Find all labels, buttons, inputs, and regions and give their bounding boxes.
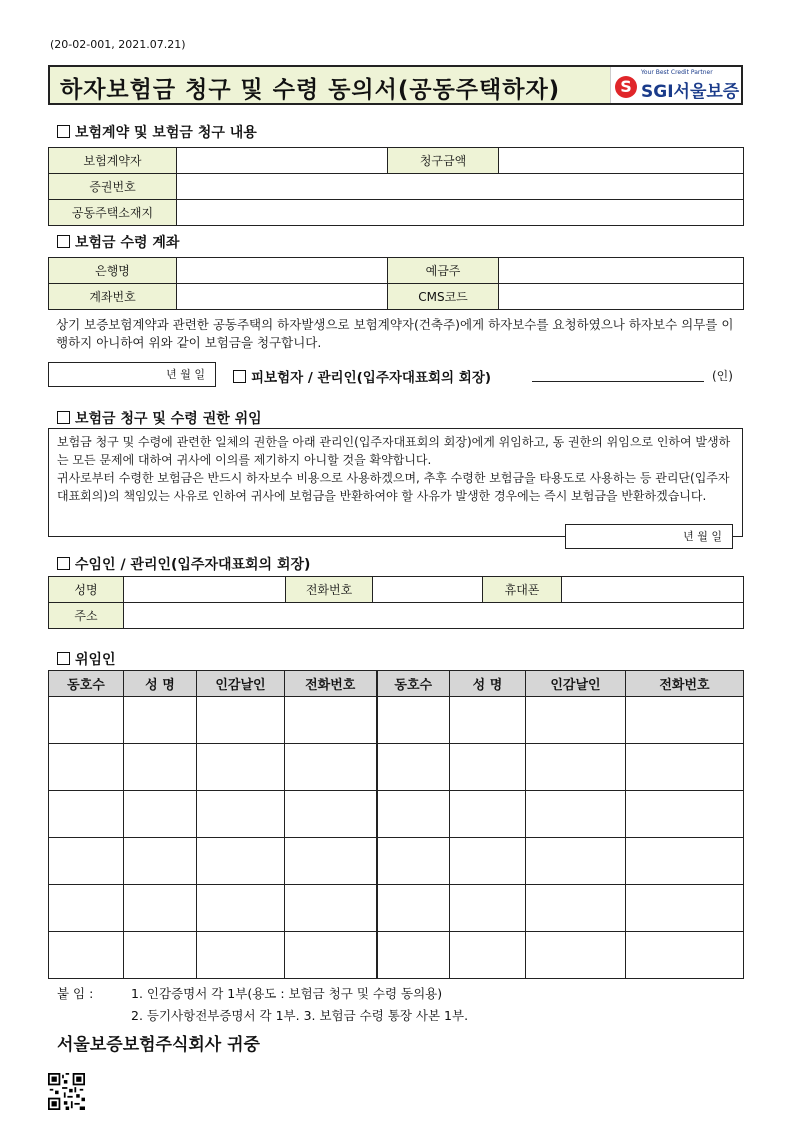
contractor-field[interactable] <box>177 148 388 174</box>
delegator-cell[interactable] <box>49 838 124 885</box>
checkbox-icon <box>57 411 70 424</box>
delegator-cell[interactable] <box>626 932 744 979</box>
holder-label: 예금주 <box>388 258 499 284</box>
holder-field[interactable] <box>499 258 744 284</box>
logo-name: SGI서울보증 <box>641 82 740 102</box>
delegation-date-field[interactable]: 년 월 일 <box>565 524 733 549</box>
checkbox-icon <box>233 370 246 383</box>
delegator-cell[interactable] <box>377 838 450 885</box>
delegator-cell[interactable] <box>377 885 450 932</box>
table-row <box>49 885 744 932</box>
delegate-phone-label: 전화번호 <box>286 577 373 603</box>
delegator-cell[interactable] <box>450 885 526 932</box>
delegator-cell[interactable] <box>49 744 124 791</box>
delegator-cell[interactable] <box>626 791 744 838</box>
col-seal: 인감날인 <box>197 671 285 697</box>
sgi-mark-icon: S <box>615 76 637 98</box>
account-no-label: 계좌번호 <box>49 284 177 310</box>
delegator-cell[interactable] <box>526 791 626 838</box>
delegator-cell[interactable] <box>124 697 197 744</box>
contractor-label: 보험계약자 <box>49 148 177 174</box>
address-label: 공동주택소재지 <box>49 200 177 226</box>
signer-label: 피보험자 / 관리인(입주자대표회의 회장) <box>233 366 491 386</box>
delegator-cell[interactable] <box>285 932 377 979</box>
delegator-cell[interactable] <box>49 791 124 838</box>
delegation-text-1: 보험금 청구 및 수령에 관련한 일체의 권한을 아래 관리인(입주자대표회의 회장)에게 위임하고, 동 권한의 위임으로 인하여 발생하는 모든 문제에 대하여 귀사에 이의를 제기하지 아니할 것을 확약합니다. <box>57 435 731 467</box>
delegator-cell[interactable] <box>377 791 450 838</box>
col-phone: 전화번호 <box>626 671 744 697</box>
addressee: 서울보증보험주식회사 귀중 <box>57 1035 260 1055</box>
policy-no-field[interactable] <box>177 174 744 200</box>
col-phone: 전화번호 <box>285 671 377 697</box>
attachment-2: 2. 등기사항전부증명서 각 1부. 3. 보험금 수령 통장 사본 1부. <box>131 1008 469 1023</box>
col-name: 성 명 <box>450 671 526 697</box>
delegator-cell[interactable] <box>124 932 197 979</box>
delegator-cell[interactable] <box>197 744 285 791</box>
delegator-cell[interactable] <box>285 697 377 744</box>
bank-field[interactable] <box>177 258 388 284</box>
signature-line[interactable] <box>532 380 704 382</box>
delegator-cell[interactable] <box>626 744 744 791</box>
date-field[interactable]: 년 월 일 <box>48 362 216 387</box>
col-unit: 동호수 <box>49 671 124 697</box>
claim-table <box>48 147 744 226</box>
delegator-cell[interactable] <box>197 791 285 838</box>
checkbox-icon <box>57 557 70 570</box>
delegator-cell[interactable] <box>626 697 744 744</box>
seal-mark: (인) <box>712 369 733 383</box>
delegate-table <box>48 576 744 629</box>
attachments-label: 붙 임 : <box>57 986 94 1001</box>
delegator-cell[interactable] <box>450 838 526 885</box>
table-row <box>49 932 744 979</box>
policy-no-label: 증권번호 <box>49 174 177 200</box>
delegate-phone-field[interactable] <box>373 577 483 603</box>
claim-amount-field[interactable] <box>499 148 744 174</box>
delegator-cell[interactable] <box>49 697 124 744</box>
checkbox-icon <box>57 235 70 248</box>
delegator-cell[interactable] <box>197 932 285 979</box>
sgi-logo <box>610 67 741 103</box>
delegator-cell[interactable] <box>377 744 450 791</box>
delegator-cell[interactable] <box>285 744 377 791</box>
delegator-cell[interactable] <box>526 744 626 791</box>
table-row <box>49 791 744 838</box>
delegator-cell[interactable] <box>124 744 197 791</box>
claim-amount-label: 청구금액 <box>388 148 499 174</box>
section-account-heading: 보험금 수령 계좌 <box>57 232 179 252</box>
title-bar <box>48 65 743 105</box>
delegator-cell[interactable] <box>49 932 124 979</box>
checkbox-icon <box>57 652 70 665</box>
delegator-cell[interactable] <box>285 885 377 932</box>
checkbox-icon <box>57 125 70 138</box>
claim-statement: 상기 보증보험계약과 관련한 공동주택의 하자발생으로 보험계약자(건축주)에게 하자보수를 요청하였으나 하자보수 의무를 이행하지 아니하여 위와 같이 보험금을 청구합니다. <box>56 317 734 350</box>
delegation-text-2: 귀사로부터 수령한 보험금은 반드시 하자보수 비용으로 사용하겠으며, 추후 수령한 보험금을 타용도로 사용하는 등 관리단(입주자대표회의)의 책임있는 사유로 인하여 귀사에 보험금을 반환하여야 할 사유가 발생한 경우에는 즉시 보험금을 반환하겠습니다. <box>57 471 730 503</box>
cms-label: CMS코드 <box>388 284 499 310</box>
delegation-box <box>48 428 743 537</box>
delegators-table <box>48 670 744 979</box>
section-delegate-heading: 수임인 / 관리인(입주자대표회의 회장) <box>57 554 310 574</box>
delegator-cell[interactable] <box>450 697 526 744</box>
delegator-cell[interactable] <box>285 838 377 885</box>
delegate-address-label: 주소 <box>49 603 124 629</box>
qr-code-icon <box>48 1073 85 1110</box>
table-row <box>49 838 744 885</box>
delegator-cell[interactable] <box>450 932 526 979</box>
delegate-address-field[interactable] <box>124 603 744 629</box>
section-delegation-heading: 보험금 청구 및 수령 권한 위임 <box>57 408 262 428</box>
col-name: 성 명 <box>124 671 197 697</box>
delegate-name-field[interactable] <box>124 577 286 603</box>
table-row <box>49 744 744 791</box>
delegator-cell[interactable] <box>285 791 377 838</box>
delegator-cell[interactable] <box>526 885 626 932</box>
table-row <box>49 697 744 744</box>
page-title: 하자보험금 청구 및 수령 동의서(공동주택하자) <box>60 77 561 103</box>
address-field[interactable] <box>177 200 744 226</box>
account-no-field[interactable] <box>177 284 388 310</box>
delegator-cell[interactable] <box>626 885 744 932</box>
delegator-cell[interactable] <box>626 838 744 885</box>
document-code: (20-02-001, 2021.07.21) <box>50 38 186 51</box>
delegator-cell[interactable] <box>450 791 526 838</box>
delegator-cell[interactable] <box>526 932 626 979</box>
delegate-mobile-label: 휴대폰 <box>483 577 562 603</box>
delegator-cell[interactable] <box>124 838 197 885</box>
delegator-cell[interactable] <box>450 744 526 791</box>
delegate-name-label: 성명 <box>49 577 124 603</box>
delegator-cell[interactable] <box>124 791 197 838</box>
delegator-cell[interactable] <box>197 885 285 932</box>
account-table <box>48 257 744 310</box>
col-unit: 동호수 <box>377 671 450 697</box>
delegator-cell[interactable] <box>197 697 285 744</box>
delegator-cell[interactable] <box>49 885 124 932</box>
section-delegators-heading: 위임인 <box>57 649 116 669</box>
section-claim-heading: 보험계약 및 보험금 청구 내용 <box>57 122 257 142</box>
bank-label: 은행명 <box>49 258 177 284</box>
cms-field[interactable] <box>499 284 744 310</box>
delegate-mobile-field[interactable] <box>562 577 744 603</box>
attachment-1: 1. 인감증명서 각 1부(용도 : 보험금 청구 및 수령 동의용) <box>131 986 443 1001</box>
col-seal: 인감날인 <box>526 671 626 697</box>
delegator-cell[interactable] <box>526 838 626 885</box>
delegator-cell[interactable] <box>124 885 197 932</box>
delegator-cell[interactable] <box>377 932 450 979</box>
delegator-cell[interactable] <box>197 838 285 885</box>
delegator-cell[interactable] <box>526 697 626 744</box>
delegator-cell[interactable] <box>377 697 450 744</box>
logo-tagline: Your Best Credit Partner <box>641 69 713 76</box>
